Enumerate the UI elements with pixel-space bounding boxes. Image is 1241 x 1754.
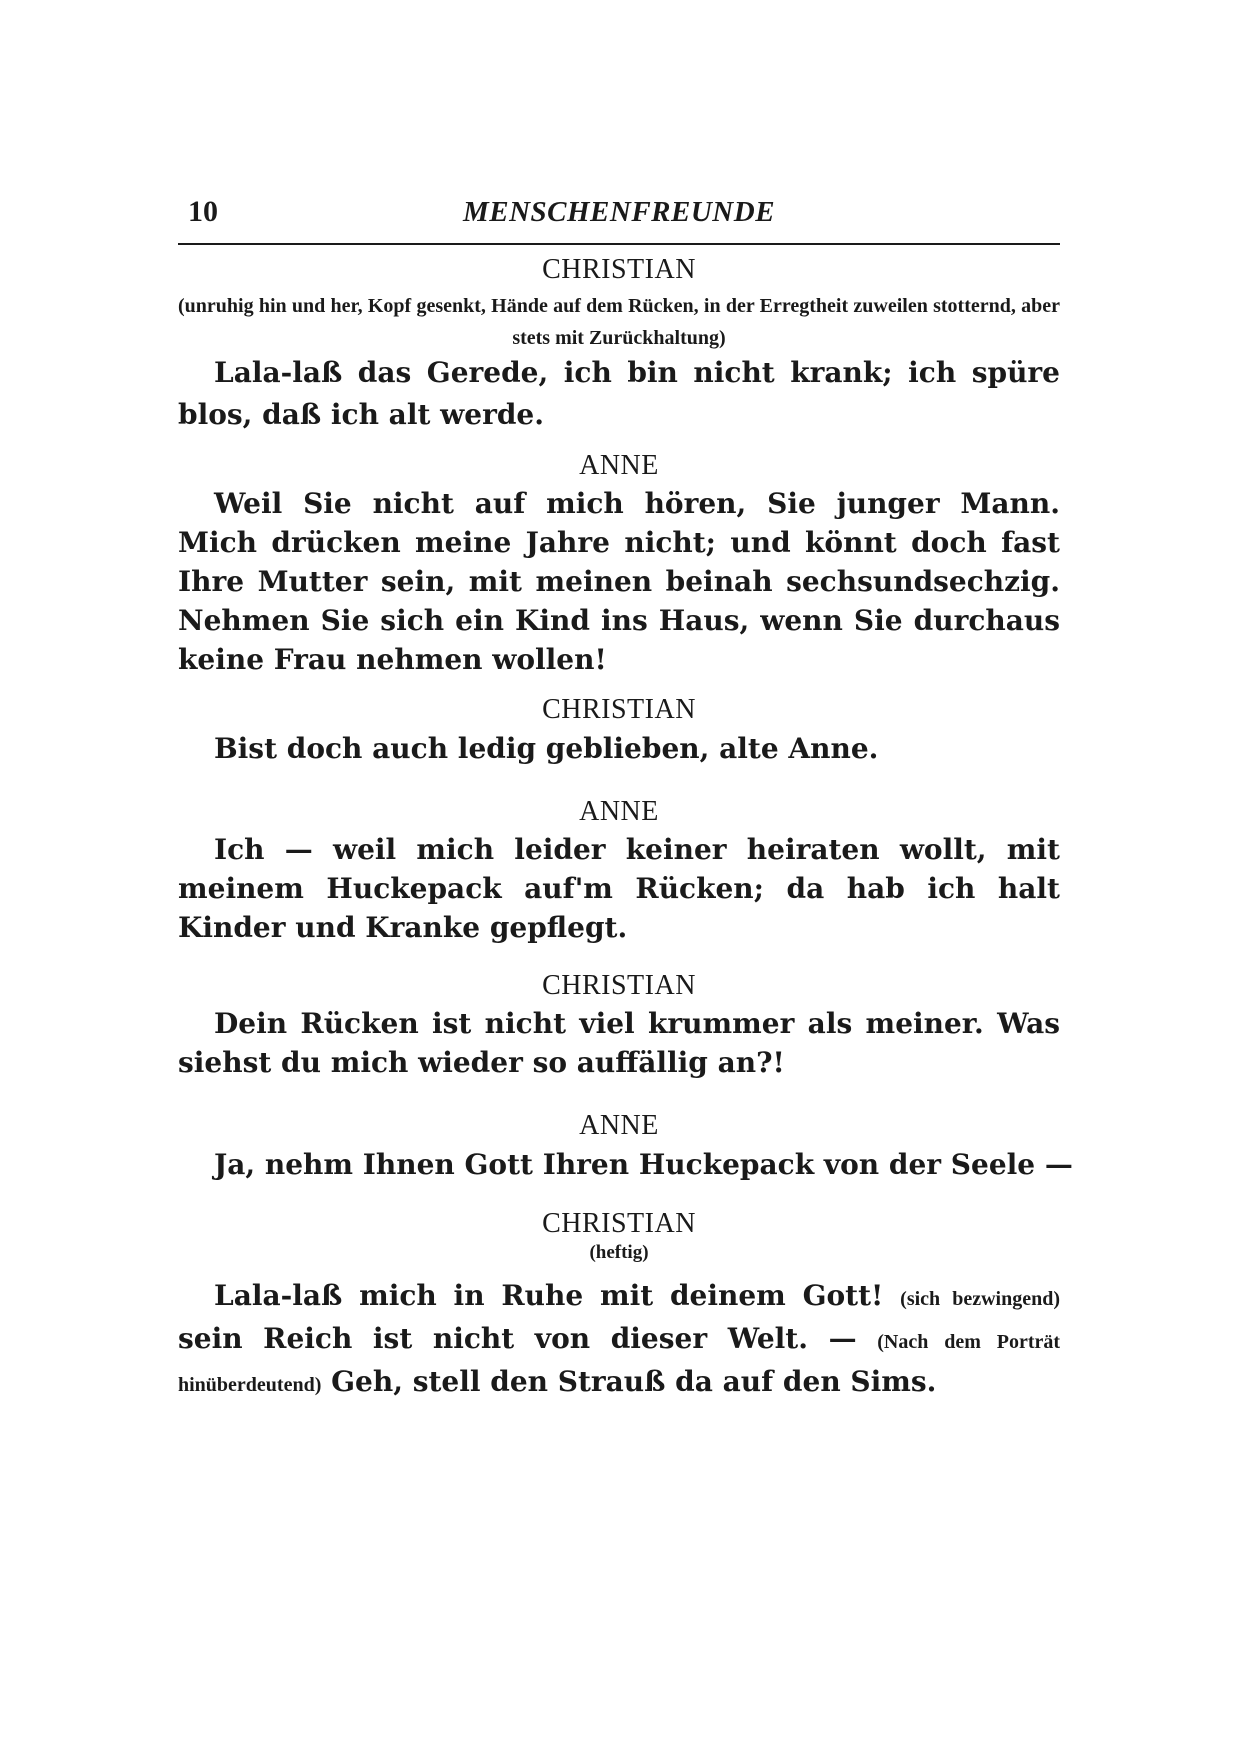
speech-text: Ja, nehm Ihnen Gott Ihren Huckepack von der Seele — — [214, 1148, 1073, 1181]
running-title: MENSCHENFREUNDE — [462, 196, 776, 228]
speaker-name: ANNE — [579, 450, 659, 481]
speech-part: Lala-laß mich in Ruhe mit deinem Gott! — [214, 1279, 884, 1312]
page-header — [178, 192, 1060, 232]
stage-direction: (heftig) — [589, 1242, 649, 1263]
inline-stage-direction: (sich bezwingend) — [900, 1288, 1060, 1310]
speaker-name: ANNE — [579, 796, 659, 827]
speech-part: Geh, stell den Strauß da auf den Sims. — [331, 1365, 937, 1398]
speaker-name: CHRISTIAN — [542, 694, 696, 725]
speaker-name: CHRISTIAN — [542, 1208, 696, 1239]
speaker-name: CHRISTIAN — [542, 970, 696, 1001]
speech-text: Bist doch auch ledig geblieben, alte Anne. — [214, 732, 879, 765]
speaker-name: CHRISTIAN — [542, 254, 696, 285]
speech-text: Dein Rücken ist nicht viel krummer als meiner. Was siehst du mich wieder so auffällig an?! — [178, 1007, 1060, 1079]
page-number: 10 — [188, 195, 218, 228]
speech-text — [178, 1276, 1060, 1405]
speech-text: Weil Sie nicht auf mich hören, Sie junger Mann. Mich drücken meine Jahre nicht; und könnt doch fast Ihre Mutter sein, mit meinen beinah sechsundsechzig. Nehmen Sie sich ein Kind ins Haus, wenn Sie durchaus keine Frau nehmen wollen! — [178, 487, 1060, 676]
speech-text: Lala-laß das Gerede, ich bin nicht krank; ich spüre blos, daß ich alt werde. — [178, 356, 1060, 431]
header-rule — [178, 243, 1060, 245]
inline-stage-direction: (Nach dem Porträt hinüberdeutend) — [178, 1331, 1061, 1396]
speech-part: sein Reich ist nicht von dieser Welt. — — [178, 1322, 857, 1355]
speech-text: Ich — weil mich leider keiner heiraten wollt, mit meinem Huckepack auf'm Rücken; da hab ich halt Kinder und Kranke gepflegt. — [178, 833, 1060, 944]
stage-direction: (unruhig hin und her, Kopf gesenkt, Hände auf dem Rücken, in der Erregtheit zuweilen stotternd, aber stets mit Zurückhaltung) — [178, 295, 1060, 349]
speaker-name: ANNE — [579, 1110, 659, 1141]
